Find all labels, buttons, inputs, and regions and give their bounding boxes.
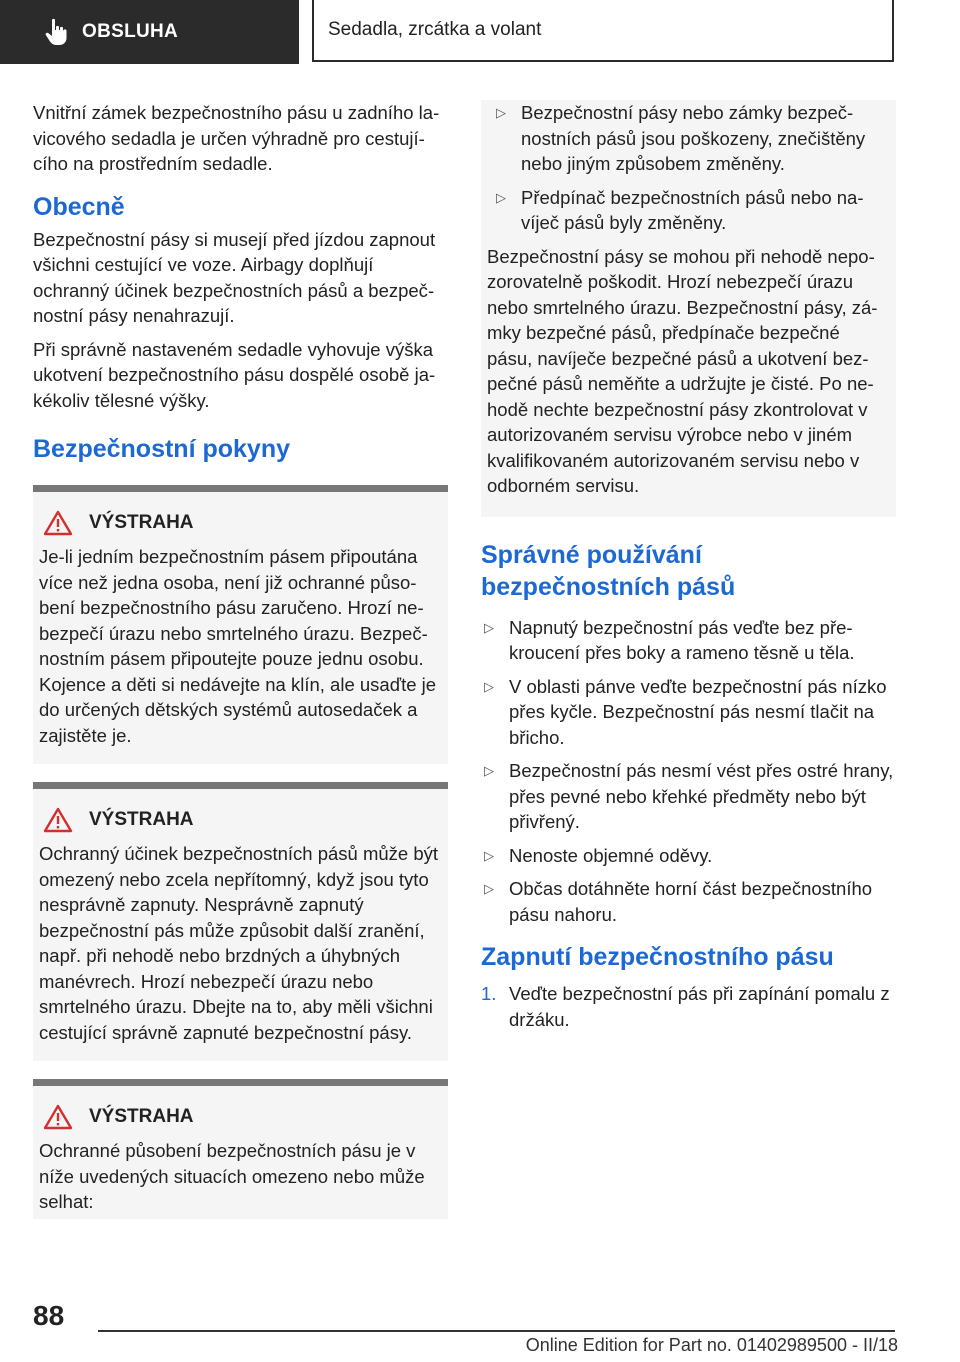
warning-box [33, 485, 448, 764]
warning-text: Je-li jedním bezpečnostním pásem připoutána více než jedna osoba, není již ochranné působení bezpečnostního pásu zaručeno. Hrozí nebezpečí úrazu nebo smrtelného úrazu. Bezpečnostním pásem připoutejte pouze jednu osobu. Kojence a děti si nedávejte na klín, ale usaďte je do určených dětských systémů autosedaček a zajistěte je. [39, 546, 437, 746]
heading-safety-instructions: Bezpečnostní pokyny [33, 435, 290, 463]
step-item [481, 981, 896, 1032]
hand-pointer-icon [36, 12, 76, 52]
page-number: 88 [33, 1300, 65, 1331]
chapter-label: Sedadla, zrcátka a volant [328, 19, 542, 40]
list-item: ▷ V oblasti pánve veďte bezpečnostní pás nízko přes kyčle. Bezpečnostní pás nesmí tlačit na břicho. [484, 675, 887, 748]
warning-continuation-text: Bezpečnostní pásy se mohou při nehodě nepozorovatelně poškodit. Hrozí nebezpečí úrazu nebo smrtelného úrazu. Bezpečnostní pásy, zámky bezpečné pásů, předpínače bezpečné pásu, navíječe bezpečné pásů a ukotvení bezpečné pásů neměňte a udržujte je čisté. Po nehodě nechte bezpečnostní pásy zkontrolovat v autorizovaném servisu výrobce nebo v jiném kvalifikovaném autorizovaném servisu nebo v odborném servisu. [487, 245, 878, 496]
warning-triangle-icon [43, 510, 73, 536]
step-number: 1. [481, 983, 497, 1004]
heading-correct-usage: Správné používání bezpečnostních pásů [481, 540, 736, 601]
usage-list [481, 615, 896, 928]
section-label: OBSLUHA [82, 21, 179, 42]
triangle-bullet-icon: ▷ [496, 189, 506, 205]
general-paragraph-2: Při správně nastaveném sedadle vyhovuje výška ukotvení bezpečnostního pásu dospělé osobě jakékoliv tělesné výšky. [33, 338, 436, 411]
list-item: ▷ Předpínač bezpečnostních pásů nebo navíječ pásů byly změněny. [496, 186, 864, 233]
footer-divider [98, 1330, 895, 1332]
chapter-tab [312, 0, 894, 62]
warning-continuation-box [481, 100, 896, 517]
warning-box [33, 782, 448, 1061]
step-text: Veďte bezpečnostní pás při zapínání pomalu z držáku. [509, 983, 890, 1030]
list-item: ▷ Nenoste objemné oděvy. [481, 843, 896, 869]
list-item: ▷ Bezpečnostní pás nesmí vést přes ostré hrany, přes pevné nebo křehké předměty nebo být přivřený. [484, 760, 894, 832]
warning-box [33, 1079, 448, 1219]
triangle-bullet-icon: ▷ [496, 105, 506, 120]
triangle-bullet-icon: ▷ [484, 678, 494, 694]
list-item: ▷ Občas dotáhněte horní část bezpečnostního pásu nahoru. [484, 878, 873, 925]
warning-text: Ochranné působení bezpečnostních pásu je v níže uvedených situacích omezeno nebo může selhat: [39, 1140, 425, 1212]
list-item: ▷ Bezpečnostní pásy nebo zámky bezpečnostních pásů jsou poškozeny, znečištěny nebo jiným způsobem změněny. [496, 102, 866, 174]
triangle-bullet-icon: ▷ [484, 619, 494, 635]
warning-triangle-icon [43, 807, 73, 833]
left-column [33, 100, 448, 1237]
right-column [481, 100, 896, 1032]
triangle-bullet-icon: ▷ [484, 847, 494, 863]
triangle-bullet-icon: ▷ [484, 881, 494, 896]
page-header [0, 0, 960, 66]
warning-title: VÝSTRAHA [89, 1106, 194, 1127]
warning-title: VÝSTRAHA [89, 512, 194, 533]
section-tab [0, 0, 299, 64]
list-item: ▷ Napnutý bezpečnostní pás veďte bez překroucení přes boky a rameno těsně u těla. [484, 616, 855, 663]
triangle-bullet-icon: ▷ [484, 763, 494, 778]
warning-text: Ochranný účinek bezpečnostních pásů může být omezený nebo zcela nepřítomný, když jsou tyto nesprávně zapnuty. Nesprávně zapnutý bezpečnostní pás může způsobit další zranění, např. při nehodě nebo brzdných a úhybných manévrech. Hrozí nebezpečí úrazu nebo smrtelného úrazu. Dbejte na to, aby měli všichni cestující správně zapnuté bezpečnostní pásy. [39, 843, 439, 1043]
footer-edition: Online Edition for Part no. 01402989500 - II/18 [525, 1335, 898, 1355]
intro-paragraph: Vnitřní zámek bezpečnostního pásu u zadního lavicového sedadla je určen výhradně pro cestujícího na prostředním sedadle. [33, 102, 440, 174]
heading-fastening: Zapnutí bezpečnostního pásu [481, 943, 834, 971]
heading-obecne: Obecně [33, 192, 125, 221]
warning-triangle-icon [43, 1104, 73, 1130]
warning-title: VÝSTRAHA [89, 809, 194, 830]
general-paragraph-1: Bezpečnostní pásy si musejí před jízdou zapnout všichni cestující ve voze. Airbagy doplňují ochranný účinek bezpečnostních pásů a bezpečnostní pásy nenahrazují. [33, 228, 436, 326]
steps-list [481, 981, 896, 1032]
